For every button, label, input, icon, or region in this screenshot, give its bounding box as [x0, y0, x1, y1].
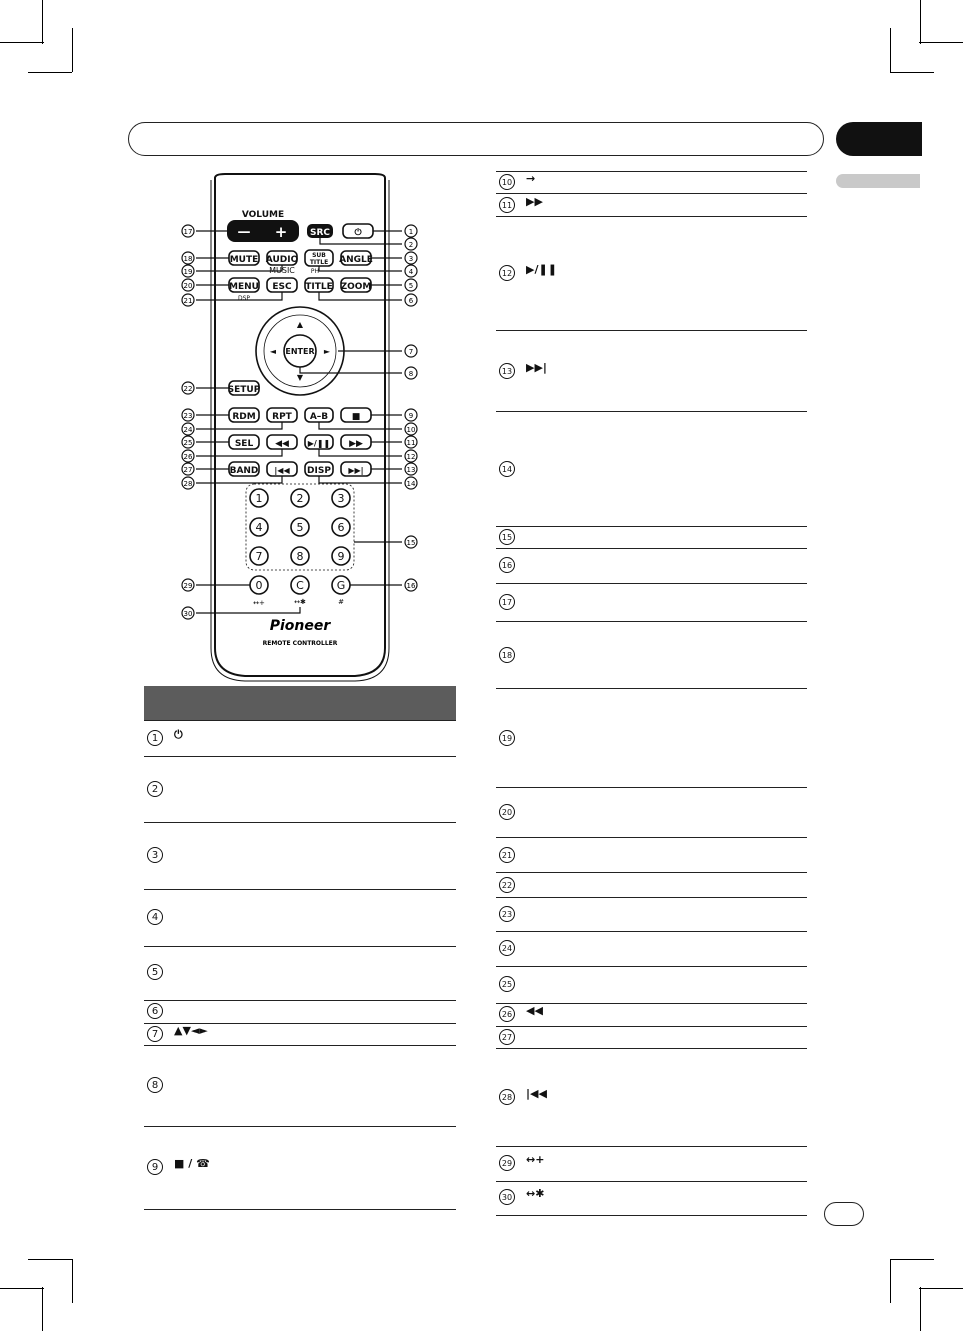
- power-icon: ⏻: [354, 228, 362, 238]
- row-number: 27: [499, 1029, 515, 1045]
- svg-text:SUB: SUB: [312, 252, 326, 259]
- table-rule: [496, 216, 807, 217]
- svg-text:DSP: DSP: [237, 295, 251, 302]
- svg-text:2: 2: [296, 492, 304, 505]
- svg-text:13: 13: [406, 466, 416, 474]
- remote-control-illustration: [175, 170, 445, 685]
- svg-text:▲: ▲: [296, 320, 304, 329]
- svg-text:10: 10: [406, 426, 416, 434]
- table-rule: [496, 1181, 807, 1182]
- row-number: 1: [147, 730, 163, 746]
- table-rule: [496, 688, 807, 689]
- row-symbol: ▶▶|: [526, 361, 547, 374]
- row-symbol: ↔✱: [526, 1187, 545, 1200]
- svg-text:26: 26: [183, 453, 193, 461]
- table-rule: [496, 897, 807, 898]
- svg-text:BAND: BAND: [229, 466, 259, 476]
- row-number: 12: [499, 265, 515, 281]
- svg-text:0: 0: [255, 579, 263, 592]
- volume-label: VOLUME: [241, 210, 285, 220]
- svg-text:2: 2: [408, 241, 414, 249]
- row-number: 5: [147, 964, 163, 980]
- svg-text:1: 1: [408, 228, 414, 236]
- svg-text:RDM: RDM: [232, 412, 256, 422]
- table-rule: [496, 872, 807, 873]
- row-number: 17: [499, 594, 515, 610]
- svg-text:↔+: ↔+: [253, 599, 265, 607]
- row-number: 26: [499, 1006, 515, 1022]
- remote-model-label: REMOTE CONTROLLER: [262, 640, 338, 647]
- table-rule: [496, 583, 807, 584]
- svg-text:4: 4: [408, 268, 414, 276]
- row-number: 24: [499, 940, 515, 956]
- row-number: 10: [499, 174, 515, 190]
- row-symbol: ▶▶: [526, 195, 543, 208]
- section-header-bar: [128, 122, 824, 156]
- table-rule: [144, 756, 456, 757]
- table-rule: [496, 966, 807, 967]
- row-number: 16: [499, 557, 515, 573]
- row-symbol: ◀◀: [526, 1004, 543, 1017]
- row-number: 30: [499, 1189, 515, 1205]
- table-rule: [144, 889, 456, 890]
- svg-text:14: 14: [406, 480, 416, 488]
- svg-text:|◀◀: |◀◀: [274, 466, 290, 475]
- svg-text:ENTER: ENTER: [285, 347, 315, 356]
- row-number: 20: [499, 804, 515, 820]
- svg-text:DISP: DISP: [307, 466, 331, 476]
- svg-text:25: 25: [183, 439, 193, 447]
- svg-text:22: 22: [183, 385, 193, 393]
- svg-text:3: 3: [337, 492, 345, 505]
- row-number: 2: [147, 781, 163, 797]
- svg-text:SETUP: SETUP: [227, 385, 261, 395]
- svg-text:MUTE: MUTE: [229, 255, 259, 265]
- table-rule: [496, 787, 807, 788]
- svg-text:15: 15: [406, 539, 416, 547]
- src-label: SRC: [309, 228, 331, 238]
- svg-text:7: 7: [408, 348, 414, 356]
- table-rule: [496, 1146, 807, 1147]
- table-rule: [496, 411, 807, 412]
- svg-text:5: 5: [296, 521, 304, 534]
- row-number: 19: [499, 730, 515, 746]
- volume-minus: —: [237, 225, 251, 240]
- svg-text:C: C: [296, 579, 304, 592]
- svg-text:21: 21: [183, 297, 193, 305]
- svg-text:9: 9: [408, 412, 414, 420]
- svg-text:ESC: ESC: [272, 282, 292, 292]
- svg-text:RPT: RPT: [272, 412, 292, 422]
- row-number: 6: [147, 1003, 163, 1019]
- svg-text:11: 11: [406, 439, 416, 447]
- svg-text:28: 28: [183, 480, 193, 488]
- svg-text:▼: ▼: [296, 373, 304, 382]
- left-table-header: [144, 686, 456, 720]
- table-rule: [496, 1026, 807, 1027]
- svg-text:4: 4: [255, 521, 263, 534]
- row-symbol: ↔+: [526, 1153, 545, 1166]
- row-symbol: →: [526, 172, 536, 185]
- svg-text:■: ■: [351, 412, 361, 422]
- svg-text:SEL: SEL: [234, 439, 254, 449]
- row-number: 8: [147, 1077, 163, 1093]
- row-number: 15: [499, 529, 515, 545]
- svg-text:8: 8: [408, 370, 414, 378]
- row-symbol: ⏻: [174, 728, 183, 741]
- svg-text:#: #: [338, 598, 344, 606]
- svg-text:MUSIC: MUSIC: [269, 266, 295, 275]
- svg-text:5: 5: [408, 282, 414, 290]
- row-number: 18: [499, 647, 515, 663]
- svg-text:►: ►: [323, 347, 331, 356]
- table-rule: [144, 1126, 456, 1127]
- page-number-oval: [824, 1202, 864, 1226]
- table-rule: [496, 621, 807, 622]
- svg-text:◄: ◄: [269, 347, 277, 356]
- svg-text:TITLE: TITLE: [305, 282, 333, 292]
- row-number: 3: [147, 847, 163, 863]
- table-rule: [144, 1000, 456, 1001]
- svg-text:1: 1: [255, 492, 263, 505]
- svg-text:MENU: MENU: [229, 282, 259, 292]
- svg-text:17: 17: [183, 228, 193, 236]
- table-rule: [496, 171, 807, 172]
- svg-text:↔✱: ↔✱: [294, 598, 306, 606]
- svg-text:20: 20: [183, 282, 193, 290]
- table-rule: [144, 946, 456, 947]
- svg-text:▶/❚❚: ▶/❚❚: [307, 439, 331, 448]
- row-symbol: |◀◀: [526, 1087, 547, 1100]
- svg-text:29: 29: [183, 582, 193, 590]
- svg-text:A–B: A–B: [309, 412, 329, 422]
- table-rule: [144, 822, 456, 823]
- svg-text:8: 8: [296, 550, 304, 563]
- svg-text:18: 18: [183, 255, 193, 263]
- svg-text:PH: PH: [310, 268, 320, 275]
- row-number: 25: [499, 976, 515, 992]
- row-number: 29: [499, 1155, 515, 1171]
- svg-text:3: 3: [408, 255, 414, 263]
- row-number: 13: [499, 363, 515, 379]
- svg-text:G: G: [336, 579, 346, 592]
- svg-text:7: 7: [255, 550, 263, 563]
- svg-text:23: 23: [183, 412, 193, 420]
- svg-text:6: 6: [337, 521, 345, 534]
- svg-text:9: 9: [337, 550, 345, 563]
- svg-text:ZOOM: ZOOM: [340, 282, 372, 292]
- svg-text:19: 19: [183, 268, 193, 276]
- numeric-keypad: [250, 489, 350, 565]
- row-number: 11: [499, 197, 515, 213]
- table-rule: [496, 526, 807, 527]
- row-number: 14: [499, 461, 515, 477]
- table-rule: [144, 1045, 456, 1046]
- row-number: 22: [499, 877, 515, 893]
- table-rule: [496, 193, 807, 194]
- row-number: 9: [147, 1159, 163, 1175]
- row-symbol: ▲▼◄►: [174, 1024, 208, 1037]
- table-rule: [496, 931, 807, 932]
- chapter-tab: [836, 122, 922, 156]
- svg-text:AUDIO: AUDIO: [265, 255, 299, 265]
- table-rule: [496, 1048, 807, 1049]
- svg-text:30: 30: [183, 610, 193, 618]
- svg-text:27: 27: [183, 466, 193, 474]
- row-number: 28: [499, 1089, 515, 1105]
- svg-text:12: 12: [406, 453, 416, 461]
- language-tab: [836, 174, 920, 188]
- volume-plus: +: [274, 223, 288, 241]
- row-number: 23: [499, 906, 515, 922]
- svg-text:TITLE: TITLE: [309, 259, 329, 266]
- table-rule: [496, 548, 807, 549]
- row-number: 4: [147, 909, 163, 925]
- svg-text:◀◀: ◀◀: [275, 439, 289, 449]
- table-rule: [496, 837, 807, 838]
- svg-text:24: 24: [183, 426, 193, 434]
- table-rule: [144, 720, 456, 721]
- svg-text:▶▶|: ▶▶|: [348, 466, 364, 475]
- svg-text:ANGLE: ANGLE: [339, 255, 373, 265]
- row-number: 21: [499, 847, 515, 863]
- table-rule: [496, 330, 807, 331]
- row-symbol: ■ / ☎: [174, 1157, 210, 1170]
- row-number: 7: [147, 1026, 163, 1042]
- row-symbol: ▶/❚❚: [526, 263, 557, 276]
- table-rule: [144, 1209, 456, 1210]
- svg-text:▶▶: ▶▶: [349, 439, 363, 449]
- pioneer-logo: Pioneer: [269, 618, 331, 634]
- table-rule: [496, 1215, 807, 1216]
- svg-text:16: 16: [406, 582, 416, 590]
- svg-text:6: 6: [408, 297, 414, 305]
